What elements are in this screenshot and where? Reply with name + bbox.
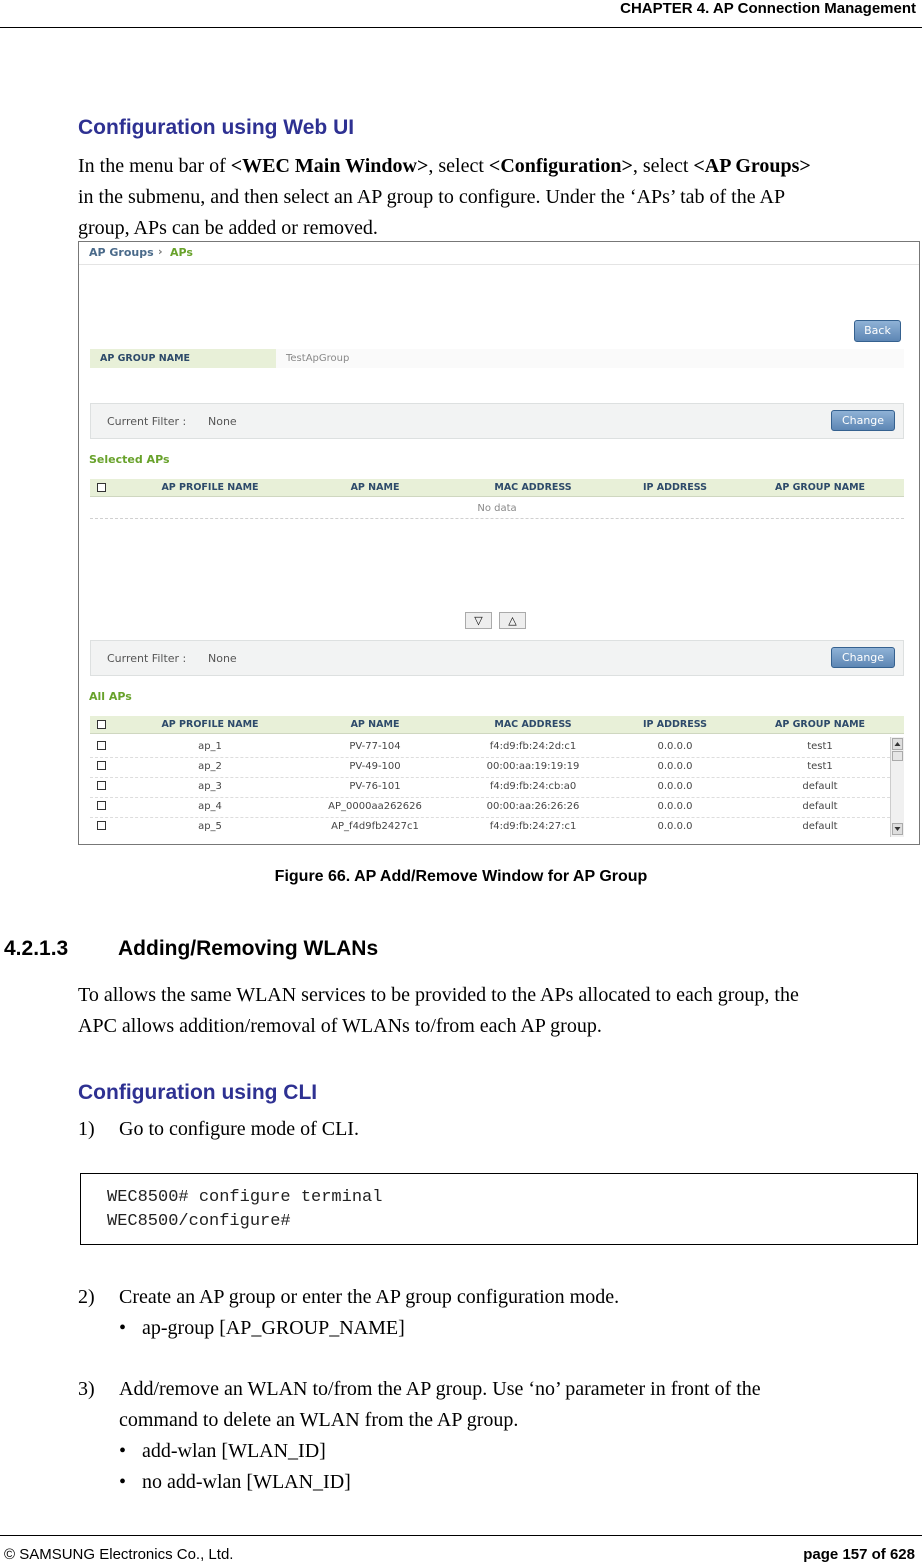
scrollbar-thumb[interactable] [892,751,903,761]
step3-bullet1: add-wlan [WLAN_ID] [142,1440,326,1462]
section-title: Adding/Removing WLANs [118,937,379,960]
selected-filter-panel [90,403,904,439]
cell-group: default [802,801,838,812]
col-ap-profile-name: AP PROFILE NAME [161,719,259,730]
table-row[interactable] [90,757,890,778]
section-paragraph-line1: To allows the same WLAN services to be provided to the APs allocated to each group, the [78,984,799,1006]
row-checkbox[interactable] [97,801,106,810]
cell-mac: f4:d9:fb:24:2d:c1 [489,741,577,752]
section-paragraph-line2: APC allows addition/removal of WLANs to/from each AP group. [78,1015,602,1037]
col-ap-group-name: AP GROUP NAME [774,482,866,493]
table-row[interactable] [90,777,890,798]
col-ap-profile-name: AP PROFILE NAME [161,482,259,493]
scroll-down-arrow-icon[interactable] [892,823,903,835]
row-checkbox[interactable] [97,781,106,790]
cli-code-block [80,1173,918,1245]
step2-text: Create an AP group or enter the AP group configuration mode. [119,1286,620,1308]
all-aps-title: All APs [89,690,132,703]
group-name-value: TestApGroup [286,353,350,364]
cell-ip: 0.0.0.0 [657,801,693,812]
filter-label: Current Filter : [107,415,187,428]
configuration-ref: <Configuration> [488,155,633,177]
cell-ap-name: AP_0000aa262626 [328,801,422,812]
footer-page-number: page 157 of 628 [803,1546,915,1563]
cell-ip: 0.0.0.0 [657,761,693,772]
cell-mac: 00:00:aa:26:26:26 [486,801,580,812]
no-data-text: No data [477,503,517,514]
breadcrumb-aps: APs [170,246,193,259]
filter-value: None [208,415,237,428]
bullet-icon: • [119,1317,127,1339]
row-divider [90,518,904,519]
table-row[interactable] [90,737,890,758]
group-name-value-cell [276,349,904,368]
table-scrollbar[interactable] [890,737,904,837]
step3-text-line2: command to delete an WLAN from the AP group. [119,1409,519,1431]
chapter-header: CHAPTER 4. AP Connection Management [620,0,916,17]
step3-number: 3) [78,1378,95,1400]
move-up-button[interactable]: △ [499,612,526,629]
cell-mac: f4:d9:fb:24:cb:a0 [489,781,577,792]
cell-ip: 0.0.0.0 [657,741,693,752]
change-filter-button[interactable]: Change [831,647,895,668]
row-checkbox[interactable] [97,761,106,770]
webui-heading: Configuration using Web UI [78,116,355,139]
step2-number: 2) [78,1286,95,1308]
breadcrumb-ap-groups[interactable]: AP Groups [89,246,154,259]
bullet-icon: • [119,1471,127,1493]
col-ap-name: AP NAME [350,719,400,730]
group-name-label-cell [90,349,276,368]
col-ap-group-name: AP GROUP NAME [774,719,866,730]
ap-add-remove-screenshot [78,241,920,845]
filter-label: Current Filter : [107,652,187,665]
col-ap-name: AP NAME [350,482,400,493]
step3-text-line1: Add/remove an WLAN to/from the AP group. Use ‘no’ parameter in front of the [119,1378,761,1400]
step1-text: Go to configure mode of CLI. [119,1118,359,1140]
cell-group: test1 [807,761,833,772]
group-name-label: AP GROUP NAME [100,353,191,364]
row-checkbox[interactable] [97,821,106,830]
code-line: WEC8500/configure# [107,1212,291,1231]
cell-profile: ap_2 [198,761,222,772]
cell-ap-name: PV-76-101 [349,781,401,792]
all-table-header [90,716,904,734]
footer-divider [0,1535,922,1536]
select-all-selected-checkbox[interactable] [97,483,106,492]
cell-group: default [802,821,838,832]
step2-bullet: ap-group [AP_GROUP_NAME] [142,1317,405,1339]
cell-profile: ap_1 [198,741,222,752]
step3-bullet2: no add-wlan [WLAN_ID] [142,1471,351,1493]
cell-ip: 0.0.0.0 [657,781,693,792]
cell-ap-name: PV-77-104 [349,741,401,752]
ap-groups-ref: <AP Groups> [693,155,811,177]
webui-paragraph-line1: In the menu bar of <WEC Main Window>, select <Configuration>, select <AP Groups> [78,155,811,177]
webui-paragraph-line3: group, APs can be added or removed. [78,217,378,239]
figure-caption: Figure 66. AP Add/Remove Window for AP Group [274,868,648,885]
footer-copyright: © SAMSUNG Electronics Co., Ltd. [4,1546,234,1563]
cell-group: default [802,781,838,792]
row-checkbox[interactable] [97,741,106,750]
col-mac-address: MAC ADDRESS [494,719,572,730]
col-ip-address: IP ADDRESS [643,482,707,493]
cell-group: test1 [807,741,833,752]
table-row[interactable] [90,817,890,837]
section-number: 4.2.1.3 [4,937,69,960]
header-divider [0,27,922,28]
col-mac-address: MAC ADDRESS [494,482,572,493]
back-button[interactable]: Back [854,320,901,342]
col-ip-address: IP ADDRESS [643,719,707,730]
filter-value: None [208,652,237,665]
cell-mac: 00:00:aa:19:19:19 [486,761,580,772]
cell-profile: ap_5 [198,821,222,832]
breadcrumb [79,242,919,265]
cell-ap-name: AP_f4d9fb2427c1 [331,821,419,832]
chevron-right-icon: › [158,245,163,258]
table-row[interactable] [90,797,890,818]
cell-ip: 0.0.0.0 [657,821,693,832]
cell-mac: f4:d9:fb:24:27:c1 [489,821,577,832]
cell-profile: ap_4 [198,801,222,812]
step1-number: 1) [78,1118,95,1140]
all-filter-panel [90,640,904,676]
code-line: WEC8500# configure terminal [107,1188,383,1207]
cell-profile: ap_3 [198,781,222,792]
bullet-icon: • [119,1440,127,1462]
select-all-checkbox[interactable] [97,720,106,729]
webui-paragraph-line2: in the submenu, and then select an AP group to configure. Under the ‘APs’ tab of the AP [78,186,786,208]
cli-heading: Configuration using CLI [78,1081,318,1104]
wec-main-window-ref: <WEC Main Window> [230,155,429,177]
change-filter-button[interactable]: Change [831,410,895,431]
selected-aps-title: Selected APs [89,453,170,466]
selected-table-header [90,479,904,497]
cell-ap-name: PV-49-100 [349,761,401,772]
scroll-up-arrow-icon[interactable] [892,738,903,750]
move-down-button[interactable]: ▽ [465,612,492,629]
